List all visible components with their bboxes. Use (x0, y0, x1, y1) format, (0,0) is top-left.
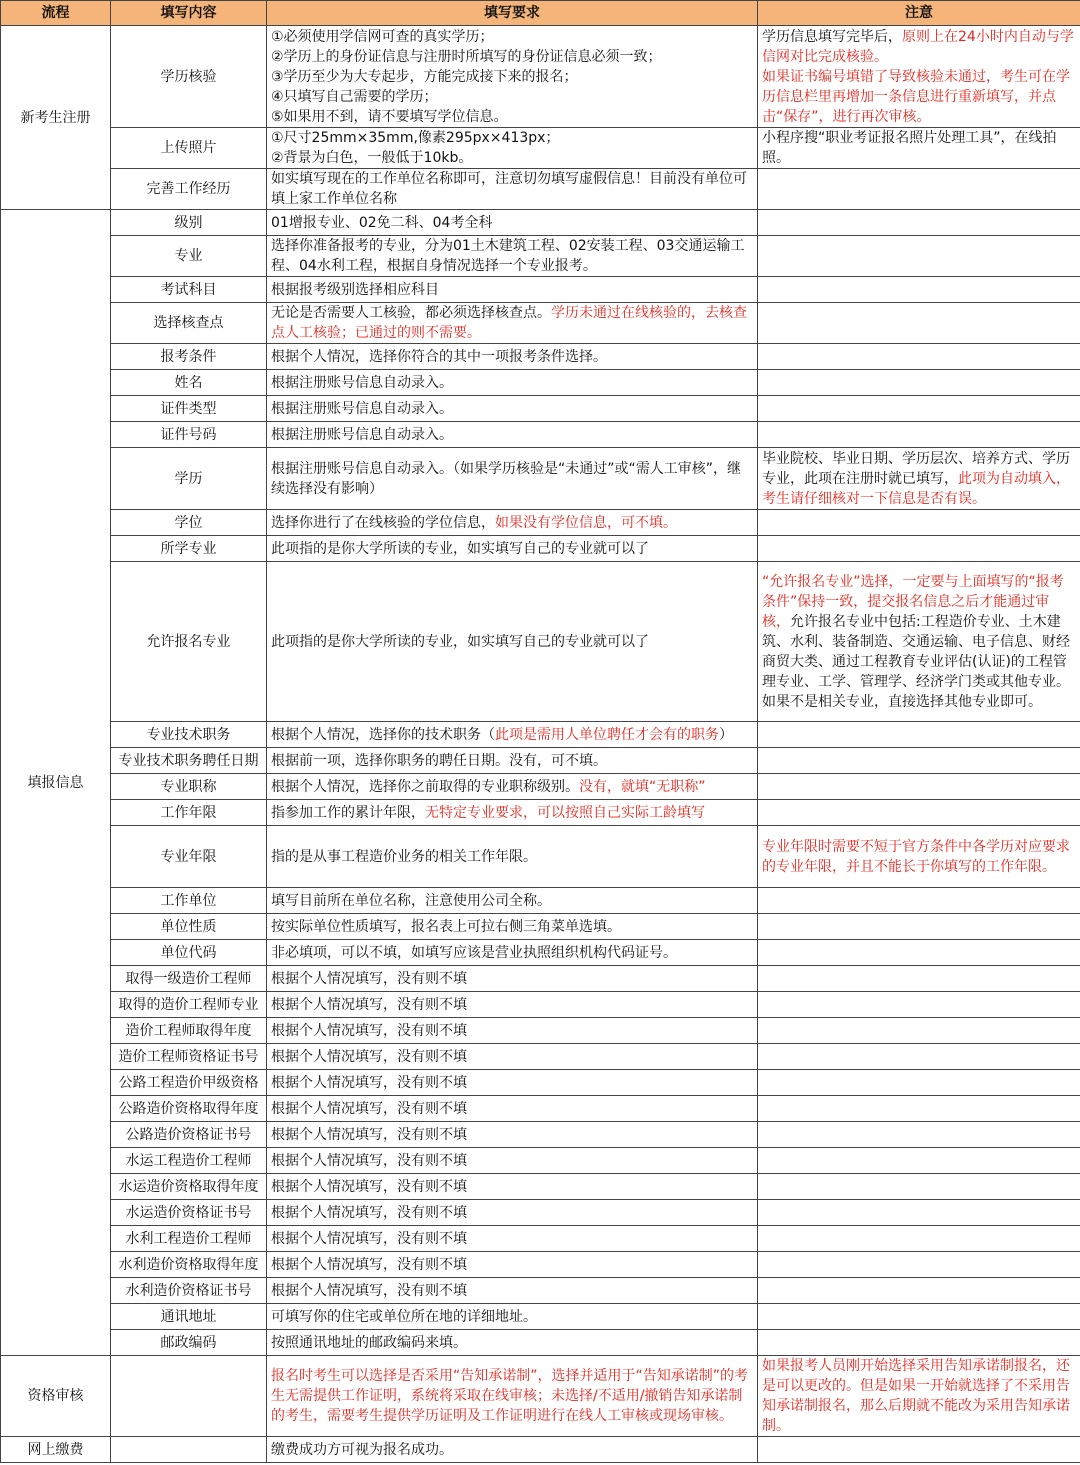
item-cell: 造价工程师取得年度 (111, 1018, 267, 1044)
process-cell: 资格审核 (1, 1356, 111, 1437)
text-segment: 根据个人情况填写，没有则不填 (271, 1256, 467, 1273)
table-row (1, 1200, 1080, 1226)
note-cell (758, 1122, 1080, 1148)
table-row (1, 992, 1080, 1018)
text-segment: 根据个人情况，选择你之前取得的专业职称级别。 (271, 778, 579, 795)
item-cell: 单位代码 (111, 940, 267, 966)
text-segment: ①尺寸25mm×35mm,像素295px×413px； ②背景为白色，一般低于10kb。 (271, 130, 560, 166)
note-cell (758, 1356, 1080, 1437)
item-cell: 水运造价资格取得年度 (111, 1174, 267, 1200)
text-segment: 根据个人情况填写，没有则不填 (271, 1204, 467, 1221)
requirement-cell (267, 1148, 758, 1174)
text-segment: 按实际单位性质填写，报名表上可拉右侧三角菜单选填。 (271, 918, 621, 935)
process-cell: 网上缴费 (1, 1437, 111, 1463)
text-segment: 学历信息填写完毕后， (762, 28, 902, 45)
table-row (1, 422, 1080, 448)
note-cell (758, 210, 1080, 236)
item-cell: 专业技术职务 (111, 722, 267, 748)
item-cell (111, 1356, 267, 1437)
table-row (1, 1148, 1080, 1174)
note-cell (758, 277, 1080, 303)
item-cell: 专业 (111, 236, 267, 277)
table-row (1, 800, 1080, 826)
table-row (1, 1304, 1080, 1330)
item-cell: 完善工作经历 (111, 169, 267, 210)
table-row (1, 888, 1080, 914)
requirement-cell (267, 1304, 758, 1330)
note-cell (758, 966, 1080, 992)
item-cell: 选择核查点 (111, 303, 267, 344)
header-requirement: 填写要求 (267, 1, 758, 26)
item-cell: 取得一级造价工程师 (111, 966, 267, 992)
table-row (1, 370, 1080, 396)
text-segment: 根据个人情况填写，没有则不填 (271, 1100, 467, 1117)
note-cell (758, 396, 1080, 422)
text-segment: 选择你进行了在线核验的学位信息， (271, 514, 495, 531)
requirement-cell (267, 748, 758, 774)
note-cell (758, 1226, 1080, 1252)
text-segment: 根据个人情况填写，没有则不填 (271, 970, 467, 987)
table-row (1, 536, 1080, 562)
requirement-cell (267, 1200, 758, 1226)
item-cell: 水利工程造价工程师 (111, 1226, 267, 1252)
item-cell: 姓名 (111, 370, 267, 396)
note-cell (758, 422, 1080, 448)
text-segment: ） (719, 726, 733, 743)
requirement-cell (267, 422, 758, 448)
table-row (1, 510, 1080, 536)
header-note: 注意 (758, 1, 1080, 26)
table-row (1, 1174, 1080, 1200)
item-cell: 公路造价资格取得年度 (111, 1096, 267, 1122)
requirement-cell (267, 236, 758, 277)
note-cell (758, 26, 1080, 128)
item-cell: 学历核验 (111, 26, 267, 128)
item-cell: 造价工程师资格证书号 (111, 1044, 267, 1070)
table-row (1, 26, 1080, 128)
requirement-cell (267, 940, 758, 966)
requirement-cell (267, 370, 758, 396)
item-cell: 取得的造价工程师专业 (111, 992, 267, 1018)
table-row (1, 1018, 1080, 1044)
item-cell: 工作单位 (111, 888, 267, 914)
text-segment: 根据个人情况填写，没有则不填 (271, 1152, 467, 1169)
text-segment: 非必填项，可以不填，如填写应该是营业执照组织机构代码证号。 (271, 944, 677, 961)
process-cell: 新考生注册 (1, 26, 111, 210)
requirement-cell (267, 800, 758, 826)
note-cell (758, 888, 1080, 914)
requirement-cell (267, 396, 758, 422)
table-row (1, 774, 1080, 800)
note-cell (758, 128, 1080, 169)
text-segment: 01增报专业、02免二科、04考全科 (271, 214, 493, 231)
requirement-cell (267, 722, 758, 748)
item-cell: 上传照片 (111, 128, 267, 169)
table-row (1, 1122, 1080, 1148)
text-segment: 小程序搜“职业考证报名照片处理工具”，在线拍照。 (762, 130, 1057, 166)
requirement-cell (267, 128, 758, 169)
note-cell (758, 800, 1080, 826)
text-segment: ①必须使用学信网可查的真实学历； ②学历上的身份证信息与注册时所填写的身份证信息必须一致； ③学历至少为大专起步，方能完成接下来的报名； ④只填写自己需要的学历； ⑤如果用不到，请不要填写学位信息。 (271, 28, 662, 125)
table-row (1, 562, 1080, 722)
requirement-cell (267, 344, 758, 370)
requirement-cell (267, 1252, 758, 1278)
note-cell (758, 236, 1080, 277)
item-cell: 证件类型 (111, 396, 267, 422)
text-segment: 报名时考生可以选择是否采用“告知承诺制”，选择并适用于“告知承诺制”的考生无需提供工作证明，系统将采取在线审核；未选择/不适用/撤销告知承诺制的考生，需要考生提供学历证明及工作证明进行在线人工审核或现场审核。 (271, 1368, 749, 1424)
text-segment: 此项是需用人单位聘任才会有的职务 (495, 726, 719, 743)
text-segment: 根据个人情况填写，没有则不填 (271, 1022, 467, 1039)
table-row (1, 914, 1080, 940)
text-segment: 选择你准备报考的专业，分为01土木建筑工程、02安装工程、03交通运输工程、04水利工程，根据自身情况选择一个专业报考。 (271, 238, 745, 274)
text-segment: 根据个人情况填写，没有则不填 (271, 1126, 467, 1143)
requirement-cell (267, 448, 758, 510)
requirement-cell (267, 26, 758, 128)
requirement-cell (267, 169, 758, 210)
text-segment: 如果报考人员刚开始选择采用告知承诺制报名，还是可以更改的。但是如果一开始就选择了不采用告知承诺制报名，那么后期就不能改为采用告知承诺制。 (762, 1358, 1070, 1434)
table-row (1, 1226, 1080, 1252)
item-cell: 工作年限 (111, 800, 267, 826)
item-cell (111, 1437, 267, 1463)
note-cell (758, 1070, 1080, 1096)
text-segment: 根据个人情况填写，没有则不填 (271, 1074, 467, 1091)
table-row (1, 966, 1080, 992)
note-cell (758, 562, 1080, 722)
note-cell (758, 1437, 1080, 1463)
item-cell: 专业年限 (111, 826, 267, 888)
text-segment: 根据注册账号信息自动录入。 (271, 374, 453, 391)
table-row (1, 940, 1080, 966)
note-cell (758, 1304, 1080, 1330)
note-cell (758, 1018, 1080, 1044)
header-row (1, 1, 1080, 26)
text-segment: 根据个人情况填写，没有则不填 (271, 1048, 467, 1065)
note-cell (758, 722, 1080, 748)
text-segment: 根据个人情况填写，没有则不填 (271, 1282, 467, 1299)
header-content: 填写内容 (111, 1, 267, 26)
item-cell: 公路造价资格证书号 (111, 1122, 267, 1148)
requirement-cell (267, 303, 758, 344)
note-cell (758, 1044, 1080, 1070)
note-cell (758, 370, 1080, 396)
item-cell: 学历 (111, 448, 267, 510)
note-cell (758, 510, 1080, 536)
item-cell: 允许报名专业 (111, 562, 267, 722)
item-cell: 专业职称 (111, 774, 267, 800)
item-cell: 单位性质 (111, 914, 267, 940)
table-row (1, 748, 1080, 774)
table-row (1, 1356, 1080, 1437)
text-segment: 根据个人情况，选择你的技术职务（ (271, 726, 495, 743)
requirement-cell (267, 826, 758, 888)
text-segment: 如果没有学位信息，可不填。 (495, 514, 677, 531)
text-segment: 如实填写现在的工作单位名称即可，注意切勿填写虚假信息！目前没有单位可填上家工作单位名称 (271, 171, 747, 207)
text-segment: 学历未通过在线核验的，去核查点人工核验；已通过的则不需要。 (271, 305, 747, 341)
requirement-cell (267, 1278, 758, 1304)
item-cell: 级别 (111, 210, 267, 236)
note-cell (758, 1096, 1080, 1122)
table-row (1, 396, 1080, 422)
table-row (1, 236, 1080, 277)
item-cell: 所学专业 (111, 536, 267, 562)
note-cell (758, 344, 1080, 370)
table-row (1, 277, 1080, 303)
text-segment: 此项指的是你大学所读的专业，如实填写自己的专业就可以了 (271, 540, 649, 557)
text-segment: 根据个人情况填写，没有则不填 (271, 996, 467, 1013)
note-cell (758, 1330, 1080, 1356)
text-segment: 根据个人情况，选择你符合的其中一项报考条件选择。 (271, 348, 607, 365)
text-segment: 无论是否需要人工核验，都必须选择核查点。 (271, 305, 551, 321)
text-segment: 此项指的是你大学所读的专业，如实填写自己的专业就可以了 (271, 633, 649, 650)
item-cell: 证件号码 (111, 422, 267, 448)
requirement-cell (267, 210, 758, 236)
requirement-cell (267, 1122, 758, 1148)
requirement-cell (267, 1070, 758, 1096)
note-cell (758, 448, 1080, 510)
requirement-cell (267, 1018, 758, 1044)
item-cell: 专业技术职务聘任日期 (111, 748, 267, 774)
text-segment: 指的是从事工程造价业务的相关工作年限。 (271, 848, 537, 865)
text-segment: “允许报名专业”选择，一定要与上面填写的“报考条件”保持一致，提交报名信息之后才能通过审核， (762, 573, 1064, 630)
note-cell (758, 748, 1080, 774)
note-cell (758, 940, 1080, 966)
requirement-cell (267, 888, 758, 914)
requirement-cell (267, 562, 758, 722)
note-cell (758, 992, 1080, 1018)
text-segment: 毕业院校、毕业日期、学历层次、培养方式、学历专业，此项在注册时就已填写， (762, 450, 1070, 487)
requirement-cell (267, 277, 758, 303)
text-segment: 原则上在24小时内自动与学信网对比完成核验。 如果证书编号填错了导致核验未通过，考生可在学历信息栏里再增加一条信息进行重新填写，并点击“保存”，进行再次审核。 (762, 28, 1074, 125)
item-cell: 水运工程造价工程师 (111, 1148, 267, 1174)
note-cell (758, 169, 1080, 210)
text-segment: 此项为自动填入，考生请仔细核对一下信息是否有误。 (762, 470, 1070, 507)
text-segment: 按照通讯地址的邮政编码来填。 (271, 1334, 467, 1351)
text-segment: 根据报考级别选择相应科目 (271, 281, 439, 298)
item-cell: 水运造价资格证书号 (111, 1200, 267, 1226)
requirement-cell (267, 1044, 758, 1070)
header-process: 流程 (1, 1, 111, 26)
item-cell: 公路工程造价甲级资格 (111, 1070, 267, 1096)
requirement-cell (267, 966, 758, 992)
text-segment: 根据注册账号信息自动录入。 (271, 426, 453, 443)
item-cell: 学位 (111, 510, 267, 536)
text-segment: 根据个人情况填写，没有则不填 (271, 1230, 467, 1247)
requirement-cell (267, 1437, 758, 1463)
requirement-cell (267, 536, 758, 562)
table-row (1, 1252, 1080, 1278)
table-row (1, 722, 1080, 748)
table-row (1, 1330, 1080, 1356)
table-row (1, 1278, 1080, 1304)
item-cell: 报考条件 (111, 344, 267, 370)
table-row (1, 210, 1080, 236)
table-row (1, 826, 1080, 888)
requirement-cell (267, 1226, 758, 1252)
table-row (1, 128, 1080, 169)
item-cell: 水利造价资格取得年度 (111, 1252, 267, 1278)
table-row (1, 1437, 1080, 1463)
text-segment: 允许报名专业中包括:工程造价专业、土木建筑、水利、装备制造、交通运输、电子信息、财经商贸大类、通过工程教育专业评估(认证)的工程管理专业、工学、管理学、经济学门类或其他专业。如果不是相关专业，直接选择其他专业即可。 (762, 613, 1070, 710)
text-segment: 没有，就填“无职称” (579, 778, 706, 795)
item-cell: 考试科目 (111, 277, 267, 303)
note-cell (758, 826, 1080, 888)
text-segment: 可填写你的住宅或单位所在地的详细地址。 (271, 1308, 537, 1325)
text-segment: 根据注册账号信息自动录入。（如果学历核验是“未通过”或“需人工审核”，继续选择没有影响） (271, 460, 742, 497)
note-cell (758, 1278, 1080, 1304)
text-segment: 根据前一项，选择你职务的聘任日期。没有，可不填。 (271, 752, 607, 769)
note-cell (758, 1252, 1080, 1278)
table-row (1, 448, 1080, 510)
text-segment: 指参加工作的累计年限， (271, 804, 425, 821)
table-row (1, 1044, 1080, 1070)
text-segment: 根据个人情况填写，没有则不填 (271, 1178, 467, 1195)
requirement-cell (267, 774, 758, 800)
note-cell (758, 303, 1080, 344)
requirement-cell (267, 1174, 758, 1200)
note-cell (758, 914, 1080, 940)
requirement-cell (267, 914, 758, 940)
note-cell (758, 1200, 1080, 1226)
note-cell (758, 1148, 1080, 1174)
item-cell: 通讯地址 (111, 1304, 267, 1330)
text-segment: 缴费成功方可视为报名成功。 (271, 1441, 453, 1458)
note-cell (758, 536, 1080, 562)
requirement-cell (267, 1356, 758, 1437)
table-row (1, 1096, 1080, 1122)
item-cell: 水利造价资格证书号 (111, 1278, 267, 1304)
requirement-cell (267, 510, 758, 536)
requirement-cell (267, 1330, 758, 1356)
text-segment: 填写目前所在单位名称，注意使用公司全称。 (271, 892, 551, 909)
table-row (1, 169, 1080, 210)
text-segment: 根据注册账号信息自动录入。 (271, 400, 453, 417)
table-row (1, 303, 1080, 344)
item-cell: 邮政编码 (111, 1330, 267, 1356)
text-segment: 专业年限时需要不短于官方条件中各学历对应要求的专业年限，并且不能长于你填写的工作年限。 (762, 838, 1070, 875)
requirement-cell (267, 1096, 758, 1122)
process-cell: 填报信息 (1, 210, 111, 1356)
requirement-cell (267, 992, 758, 1018)
table-row (1, 344, 1080, 370)
note-cell (758, 774, 1080, 800)
note-cell (758, 1174, 1080, 1200)
table-row (1, 1070, 1080, 1096)
text-segment: 无特定专业要求，可以按照自己实际工龄填写 (425, 804, 705, 821)
